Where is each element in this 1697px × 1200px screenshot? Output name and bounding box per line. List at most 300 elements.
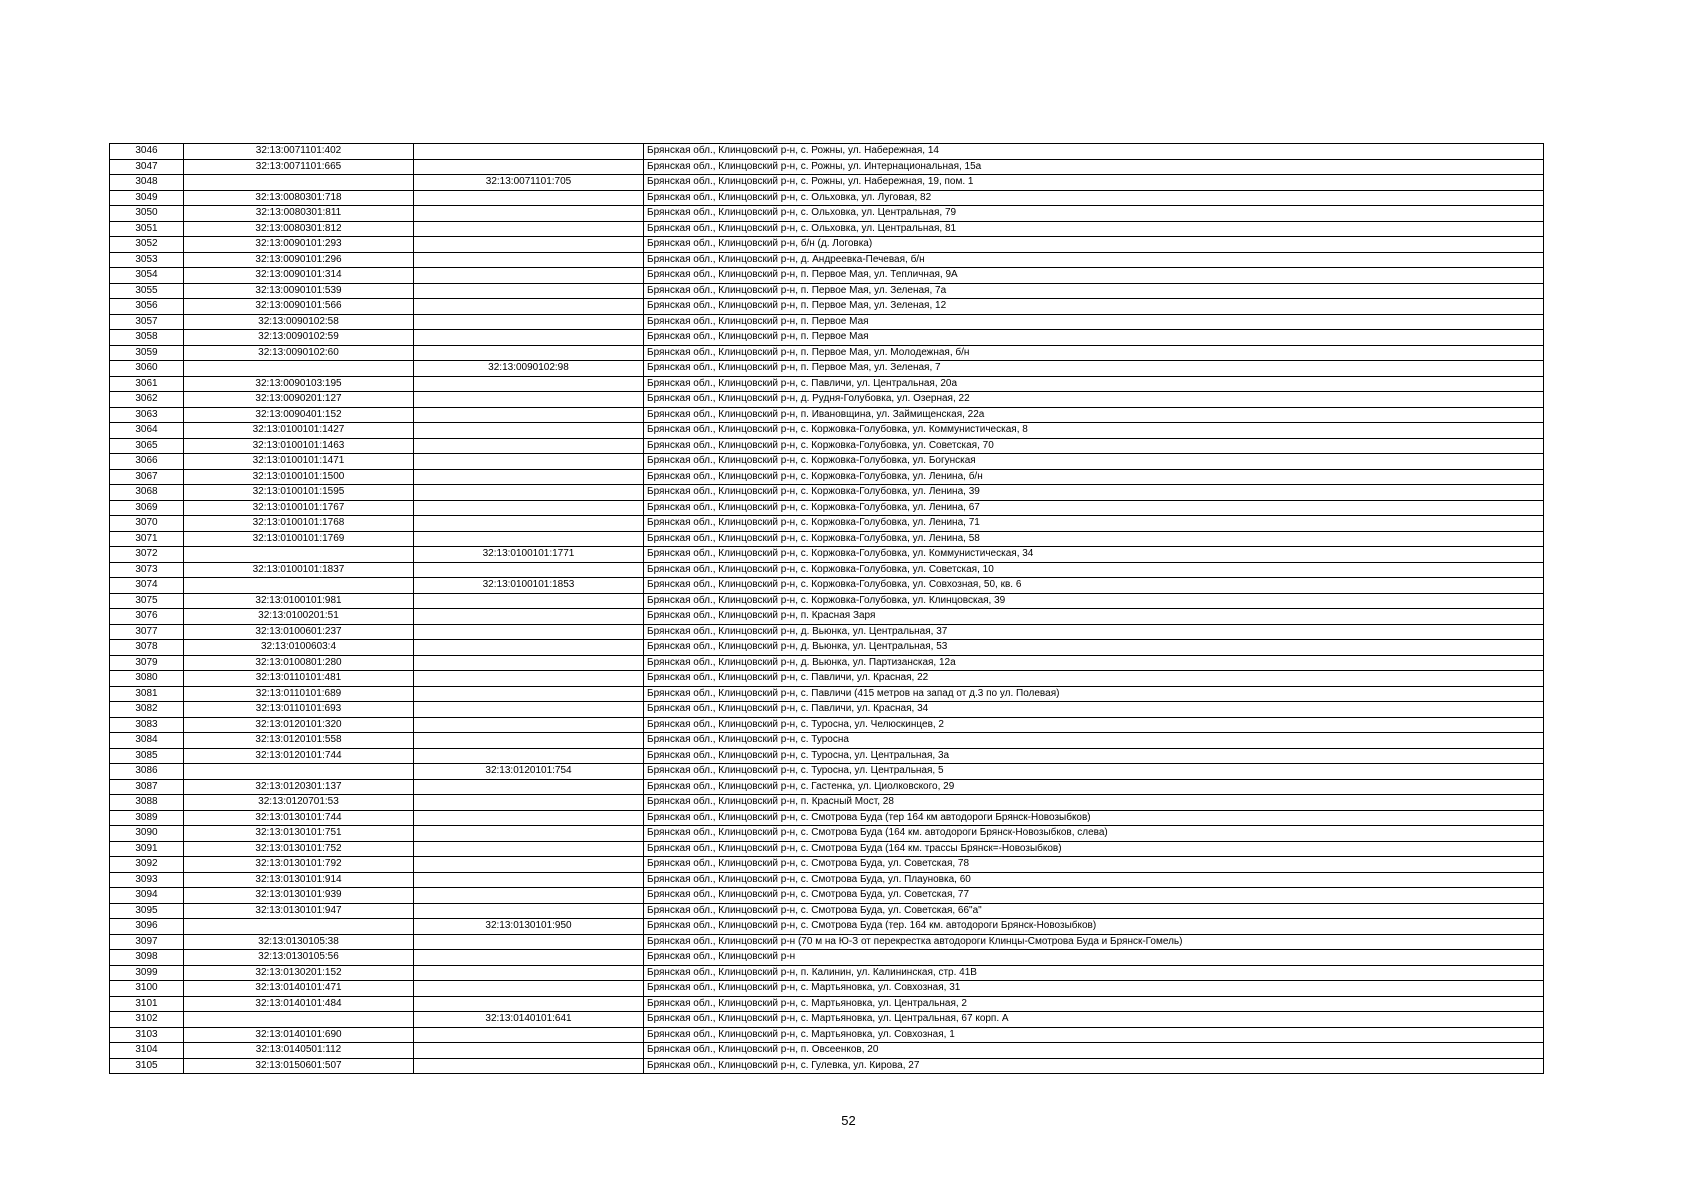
address-cell: Брянская обл., Клинцовский р-н, д. Вьюнка, ул. Центральная, 53 [644, 640, 1544, 656]
table-row [110, 841, 1544, 857]
row-number-cell: 3083 [110, 717, 184, 733]
table-row [110, 624, 1544, 640]
cadastral-number-cell: 32:13:0100101:1595 [184, 485, 414, 501]
cadastral-number-cell: 32:13:0100101:1471 [184, 454, 414, 470]
secondary-cadastral-number-cell [414, 934, 644, 950]
secondary-cadastral-number-cell [414, 485, 644, 501]
cadastral-number-cell: 32:13:0090101:293 [184, 237, 414, 253]
address-cell: Брянская обл., Клинцовский р-н [644, 950, 1544, 966]
table-row [110, 500, 1544, 516]
cadastral-number-cell [184, 547, 414, 563]
table-row [110, 578, 1544, 594]
table-row [110, 795, 1544, 811]
table-row [110, 640, 1544, 656]
address-cell: Брянская обл., Клинцовский р-н, с. Смотрова Буда (164 км. трассы Брянск=-Новозыбков) [644, 841, 1544, 857]
cadastral-number-cell: 32:13:0130105:38 [184, 934, 414, 950]
cadastral-number-cell: 32:13:0130101:752 [184, 841, 414, 857]
address-cell: Брянская обл., Клинцовский р-н, д. Вьюнка, ул. Центральная, 37 [644, 624, 1544, 640]
table-row [110, 717, 1544, 733]
row-number-cell: 3098 [110, 950, 184, 966]
cadastral-number-cell: 32:13:0140101:471 [184, 981, 414, 997]
address-cell: Брянская обл., Клинцовский р-н, д. Андреевка-Печевая, б/н [644, 252, 1544, 268]
secondary-cadastral-number-cell [414, 702, 644, 718]
cadastral-number-cell: 32:13:0090102:60 [184, 345, 414, 361]
table-row [110, 888, 1544, 904]
secondary-cadastral-number-cell [414, 159, 644, 175]
row-number-cell: 3079 [110, 655, 184, 671]
secondary-cadastral-number-cell [414, 733, 644, 749]
secondary-cadastral-number-cell [414, 624, 644, 640]
cadastral-number-cell: 32:13:0090101:314 [184, 268, 414, 284]
secondary-cadastral-number-cell [414, 423, 644, 439]
address-cell: Брянская обл., Клинцовский р-н, с. Смотрова Буда (тер. 164 км. автодороги Брянск-Новозыбков) [644, 919, 1544, 935]
row-number-cell: 3094 [110, 888, 184, 904]
table-row [110, 206, 1544, 222]
secondary-cadastral-number-cell [414, 438, 644, 454]
row-number-cell: 3075 [110, 593, 184, 609]
secondary-cadastral-number-cell [414, 314, 644, 330]
cadastral-number-cell [184, 361, 414, 377]
secondary-cadastral-number-cell [414, 841, 644, 857]
secondary-cadastral-number-cell [414, 221, 644, 237]
secondary-cadastral-number-cell [414, 376, 644, 392]
table-row [110, 175, 1544, 191]
secondary-cadastral-number-cell [414, 965, 644, 981]
address-cell: Брянская обл., Клинцовский р-н, с. Ольховка, ул. Центральная, 79 [644, 206, 1544, 222]
table-row [110, 252, 1544, 268]
address-cell: Брянская обл., Клинцовский р-н, с. Павличи, ул. Красная, 34 [644, 702, 1544, 718]
cadastral-number-cell: 32:13:0130101:947 [184, 903, 414, 919]
secondary-cadastral-number-cell [414, 686, 644, 702]
cadastral-number-cell: 32:13:0100201:51 [184, 609, 414, 625]
table-row [110, 376, 1544, 392]
cadastral-number-cell: 32:13:0100101:1768 [184, 516, 414, 532]
secondary-cadastral-number-cell [414, 283, 644, 299]
cadastral-number-cell: 32:13:0100801:280 [184, 655, 414, 671]
cadastral-number-cell: 32:13:0100101:1463 [184, 438, 414, 454]
cadastral-number-cell: 32:13:0110101:689 [184, 686, 414, 702]
table-row [110, 1043, 1544, 1059]
address-cell: Брянская обл., Клинцовский р-н, п. Первое Мая, ул. Зеленая, 7 [644, 361, 1544, 377]
address-cell: Брянская обл., Клинцовский р-н, д. Рудня-Голубовка, ул. Озерная, 22 [644, 392, 1544, 408]
secondary-cadastral-number-cell [414, 392, 644, 408]
row-number-cell: 3051 [110, 221, 184, 237]
cadastral-number-cell: 32:13:0110101:693 [184, 702, 414, 718]
address-cell: Брянская обл., Клинцовский р-н, с. Смотрова Буда, ул. Плауновка, 60 [644, 872, 1544, 888]
address-cell: Брянская обл., Клинцовский р-н, с. Рожны, ул. Интернациональная, 15а [644, 159, 1544, 175]
row-number-cell: 3076 [110, 609, 184, 625]
cadastral-number-cell: 32:13:0130101:914 [184, 872, 414, 888]
row-number-cell: 3093 [110, 872, 184, 888]
table-row [110, 609, 1544, 625]
row-number-cell: 3102 [110, 1012, 184, 1028]
row-number-cell: 3052 [110, 237, 184, 253]
row-number-cell: 3078 [110, 640, 184, 656]
secondary-cadastral-number-cell [414, 826, 644, 842]
secondary-cadastral-number-cell [414, 190, 644, 206]
address-cell: Брянская обл., Клинцовский р-н, с. Смотрова Буда, ул. Советская, 66"а" [644, 903, 1544, 919]
table-row [110, 903, 1544, 919]
table-row [110, 981, 1544, 997]
secondary-cadastral-number-cell [414, 795, 644, 811]
secondary-cadastral-number-cell [414, 206, 644, 222]
address-cell: Брянская обл., Клинцовский р-н, п. Первое Мая [644, 314, 1544, 330]
table-row [110, 1058, 1544, 1074]
secondary-cadastral-number-cell [414, 810, 644, 826]
secondary-cadastral-number-cell: 32:13:0120101:754 [414, 764, 644, 780]
address-cell: Брянская обл., Клинцовский р-н, с. Туросна, ул. Челюскинцев, 2 [644, 717, 1544, 733]
address-cell: Брянская обл., Клинцовский р-н, с. Мартьяновка, ул. Центральная, 67 корп. А [644, 1012, 1544, 1028]
secondary-cadastral-number-cell [414, 144, 644, 160]
cadastral-number-cell: 32:13:0100101:1767 [184, 500, 414, 516]
row-number-cell: 3046 [110, 144, 184, 160]
row-number-cell: 3055 [110, 283, 184, 299]
address-cell: Брянская обл., Клинцовский р-н, п. Первое Мая, ул. Зеленая, 12 [644, 299, 1544, 315]
row-number-cell: 3063 [110, 407, 184, 423]
address-cell: Брянская обл., Клинцовский р-н, с. Смотрова Буда (164 км. автодороги Брянск-Новозыбков, слева) [644, 826, 1544, 842]
cadastral-number-cell: 32:13:0130101:744 [184, 810, 414, 826]
cadastral-number-cell: 32:13:0130201:152 [184, 965, 414, 981]
address-cell: Брянская обл., Клинцовский р-н, п. Первое Мая, ул. Молодежная, б/н [644, 345, 1544, 361]
table-row [110, 686, 1544, 702]
secondary-cadastral-number-cell [414, 950, 644, 966]
row-number-cell: 3062 [110, 392, 184, 408]
address-cell: Брянская обл., Клинцовский р-н, с. Коржовка-Голубовка, ул. Совхозная, 50, кв. 6 [644, 578, 1544, 594]
secondary-cadastral-number-cell [414, 469, 644, 485]
table-row [110, 671, 1544, 687]
secondary-cadastral-number-cell [414, 593, 644, 609]
table-row [110, 190, 1544, 206]
secondary-cadastral-number-cell: 32:13:0100101:1853 [414, 578, 644, 594]
secondary-cadastral-number-cell [414, 268, 644, 284]
row-number-cell: 3069 [110, 500, 184, 516]
cadastral-number-cell [184, 1012, 414, 1028]
address-cell: Брянская обл., Клинцовский р-н, с. Рожны, ул. Набережная, 14 [644, 144, 1544, 160]
row-number-cell: 3067 [110, 469, 184, 485]
address-cell: Брянская обл., Клинцовский р-н, с. Коржовка-Голубовка, ул. Ленина, б/н [644, 469, 1544, 485]
row-number-cell: 3105 [110, 1058, 184, 1074]
table-row [110, 159, 1544, 175]
cadastral-number-cell: 32:13:0080301:812 [184, 221, 414, 237]
address-cell: Брянская обл., Клинцовский р-н, с. Коржовка-Голубовка, ул. Советская, 10 [644, 562, 1544, 578]
secondary-cadastral-number-cell [414, 407, 644, 423]
row-number-cell: 3100 [110, 981, 184, 997]
row-number-cell: 3065 [110, 438, 184, 454]
cadastral-number-cell: 32:13:0090103:195 [184, 376, 414, 392]
address-cell: Брянская обл., Клинцовский р-н, с. Мартьяновка, ул. Совхозная, 31 [644, 981, 1544, 997]
row-number-cell: 3073 [110, 562, 184, 578]
table-row [110, 454, 1544, 470]
secondary-cadastral-number-cell [414, 345, 644, 361]
row-number-cell: 3089 [110, 810, 184, 826]
table-row [110, 857, 1544, 873]
address-cell: Брянская обл., Клинцовский р-н, с. Гулевка, ул. Кирова, 27 [644, 1058, 1544, 1074]
cadastral-number-cell: 32:13:0120101:558 [184, 733, 414, 749]
table-row [110, 330, 1544, 346]
property-table-body [110, 144, 1544, 1074]
cadastral-number-cell [184, 175, 414, 191]
secondary-cadastral-number-cell [414, 981, 644, 997]
row-number-cell: 3050 [110, 206, 184, 222]
row-number-cell: 3048 [110, 175, 184, 191]
cadastral-number-cell: 32:13:0120701:53 [184, 795, 414, 811]
secondary-cadastral-number-cell [414, 500, 644, 516]
secondary-cadastral-number-cell [414, 640, 644, 656]
address-cell: Брянская обл., Клинцовский р-н (70 м на Ю-З от перекрестка автодороги Клинцы-Смотрова Буда и Брянск-Гомель) [644, 934, 1544, 950]
cadastral-number-cell [184, 919, 414, 935]
row-number-cell: 3092 [110, 857, 184, 873]
address-cell: Брянская обл., Клинцовский р-н, п. Красная Заря [644, 609, 1544, 625]
table-row [110, 423, 1544, 439]
cadastral-number-cell: 32:13:0130101:751 [184, 826, 414, 842]
secondary-cadastral-number-cell [414, 888, 644, 904]
cadastral-number-cell: 32:13:0130105:56 [184, 950, 414, 966]
table-row [110, 283, 1544, 299]
secondary-cadastral-number-cell [414, 454, 644, 470]
secondary-cadastral-number-cell [414, 299, 644, 315]
address-cell: Брянская обл., Клинцовский р-н, с. Рожны, ул. Набережная, 19, пом. 1 [644, 175, 1544, 191]
cadastral-number-cell: 32:13:0140101:484 [184, 996, 414, 1012]
row-number-cell: 3087 [110, 779, 184, 795]
table-row [110, 345, 1544, 361]
secondary-cadastral-number-cell [414, 903, 644, 919]
address-cell: Брянская обл., Клинцовский р-н, с. Смотрова Буда, ул. Советская, 77 [644, 888, 1544, 904]
secondary-cadastral-number-cell [414, 857, 644, 873]
secondary-cadastral-number-cell [414, 779, 644, 795]
cadastral-number-cell: 32:13:0100601:237 [184, 624, 414, 640]
row-number-cell: 3099 [110, 965, 184, 981]
address-cell: Брянская обл., Клинцовский р-н, с. Коржовка-Голубовка, ул. Ленина, 58 [644, 531, 1544, 547]
cadastral-number-cell: 32:13:0140101:690 [184, 1027, 414, 1043]
address-cell: Брянская обл., Клинцовский р-н, с. Туросна, ул. Центральная, 5 [644, 764, 1544, 780]
row-number-cell: 3081 [110, 686, 184, 702]
table-row [110, 996, 1544, 1012]
address-cell: Брянская обл., Клинцовский р-н, с. Ольховка, ул. Центральная, 81 [644, 221, 1544, 237]
address-cell: Брянская обл., Клинцовский р-н, п. Первое Мая, ул. Тепличная, 9А [644, 268, 1544, 284]
secondary-cadastral-number-cell [414, 237, 644, 253]
table-row [110, 221, 1544, 237]
address-cell: Брянская обл., Клинцовский р-н, с. Туросна [644, 733, 1544, 749]
table-row [110, 469, 1544, 485]
cadastral-number-cell: 32:13:0080301:718 [184, 190, 414, 206]
row-number-cell: 3091 [110, 841, 184, 857]
row-number-cell: 3097 [110, 934, 184, 950]
row-number-cell: 3059 [110, 345, 184, 361]
secondary-cadastral-number-cell [414, 717, 644, 733]
cadastral-number-cell: 32:13:0140501:112 [184, 1043, 414, 1059]
address-cell: Брянская обл., Клинцовский р-н, с. Коржовка-Голубовка, ул. Коммунистическая, 34 [644, 547, 1544, 563]
secondary-cadastral-number-cell [414, 1058, 644, 1074]
row-number-cell: 3085 [110, 748, 184, 764]
table-row [110, 934, 1544, 950]
table-row [110, 392, 1544, 408]
secondary-cadastral-number-cell [414, 1027, 644, 1043]
table-row [110, 1012, 1544, 1028]
cadastral-number-cell: 32:13:0100603:4 [184, 640, 414, 656]
cadastral-number-cell: 32:13:0090201:127 [184, 392, 414, 408]
table-row [110, 237, 1544, 253]
address-cell: Брянская обл., Клинцовский р-н, д. Вьюнка, ул. Партизанская, 12а [644, 655, 1544, 671]
secondary-cadastral-number-cell [414, 330, 644, 346]
cadastral-number-cell: 32:13:0100101:1500 [184, 469, 414, 485]
cadastral-number-cell: 32:13:0071101:402 [184, 144, 414, 160]
address-cell: Брянская обл., Клинцовский р-н, с. Коржовка-Голубовка, ул. Богунская [644, 454, 1544, 470]
row-number-cell: 3090 [110, 826, 184, 842]
row-number-cell: 3060 [110, 361, 184, 377]
table-row [110, 733, 1544, 749]
table-row [110, 531, 1544, 547]
cadastral-number-cell: 32:13:0090101:296 [184, 252, 414, 268]
row-number-cell: 3095 [110, 903, 184, 919]
table-row [110, 562, 1544, 578]
cadastral-number-cell: 32:13:0080301:811 [184, 206, 414, 222]
secondary-cadastral-number-cell [414, 252, 644, 268]
row-number-cell: 3096 [110, 919, 184, 935]
address-cell: Брянская обл., Клинцовский р-н, с. Туросна, ул. Центральная, 3а [644, 748, 1544, 764]
address-cell: Брянская обл., Клинцовский р-н, п. Калинин, ул. Калининская, стр. 41В [644, 965, 1544, 981]
row-number-cell: 3088 [110, 795, 184, 811]
address-cell: Брянская обл., Клинцовский р-н, с. Павличи, ул. Центральная, 20а [644, 376, 1544, 392]
cadastral-number-cell: 32:13:0110101:481 [184, 671, 414, 687]
cadastral-number-cell: 32:13:0090401:152 [184, 407, 414, 423]
row-number-cell: 3101 [110, 996, 184, 1012]
cadastral-number-cell: 32:13:0090102:59 [184, 330, 414, 346]
cadastral-number-cell: 32:13:0120101:320 [184, 717, 414, 733]
row-number-cell: 3068 [110, 485, 184, 501]
row-number-cell: 3084 [110, 733, 184, 749]
table-row [110, 314, 1544, 330]
secondary-cadastral-number-cell [414, 531, 644, 547]
address-cell: Брянская обл., Клинцовский р-н, с. Мартьяновка, ул. Центральная, 2 [644, 996, 1544, 1012]
table-row [110, 144, 1544, 160]
secondary-cadastral-number-cell: 32:13:0090102:98 [414, 361, 644, 377]
cadastral-number-cell: 32:13:0071101:665 [184, 159, 414, 175]
table-row [110, 748, 1544, 764]
table-row [110, 810, 1544, 826]
row-number-cell: 3058 [110, 330, 184, 346]
row-number-cell: 3053 [110, 252, 184, 268]
address-cell: Брянская обл., Клинцовский р-н, с. Павличи, ул. Красная, 22 [644, 671, 1544, 687]
row-number-cell: 3077 [110, 624, 184, 640]
property-table [109, 143, 1544, 1074]
table-row [110, 299, 1544, 315]
row-number-cell: 3061 [110, 376, 184, 392]
address-cell: Брянская обл., Клинцовский р-н, п. Первое Мая [644, 330, 1544, 346]
table-row [110, 485, 1544, 501]
table-row [110, 547, 1544, 563]
address-cell: Брянская обл., Клинцовский р-н, с. Мартьяновка, ул. Совхозная, 1 [644, 1027, 1544, 1043]
address-cell: Брянская обл., Клинцовский р-н, с. Смотрова Буда (тер 164 км автодороги Брянск-Новозыбков) [644, 810, 1544, 826]
row-number-cell: 3054 [110, 268, 184, 284]
table-row [110, 919, 1544, 935]
secondary-cadastral-number-cell [414, 655, 644, 671]
table-row [110, 826, 1544, 842]
table-row [110, 950, 1544, 966]
table-row [110, 655, 1544, 671]
secondary-cadastral-number-cell [414, 609, 644, 625]
address-cell: Брянская обл., Клинцовский р-н, с. Коржовка-Голубовка, ул. Коммунистическая, 8 [644, 423, 1544, 439]
cadastral-number-cell [184, 578, 414, 594]
row-number-cell: 3049 [110, 190, 184, 206]
table-row [110, 516, 1544, 532]
secondary-cadastral-number-cell [414, 748, 644, 764]
table-row [110, 965, 1544, 981]
secondary-cadastral-number-cell [414, 996, 644, 1012]
address-cell: Брянская обл., Клинцовский р-н, с. Коржовка-Голубовка, ул. Ленина, 71 [644, 516, 1544, 532]
row-number-cell: 3103 [110, 1027, 184, 1043]
table-row [110, 872, 1544, 888]
row-number-cell: 3047 [110, 159, 184, 175]
table-row [110, 361, 1544, 377]
address-cell: Брянская обл., Клинцовский р-н, с. Коржовка-Голубовка, ул. Ленина, 39 [644, 485, 1544, 501]
cadastral-number-cell: 32:13:0130101:792 [184, 857, 414, 873]
cadastral-number-cell: 32:13:0100101:1837 [184, 562, 414, 578]
cadastral-number-cell: 32:13:0100101:1769 [184, 531, 414, 547]
cadastral-number-cell [184, 764, 414, 780]
cadastral-number-cell: 32:13:0120101:744 [184, 748, 414, 764]
cadastral-number-cell: 32:13:0090101:566 [184, 299, 414, 315]
secondary-cadastral-number-cell [414, 872, 644, 888]
row-number-cell: 3072 [110, 547, 184, 563]
secondary-cadastral-number-cell: 32:13:0130101:950 [414, 919, 644, 935]
address-cell: Брянская обл., Клинцовский р-н, с. Коржовка-Голубовка, ул. Советская, 70 [644, 438, 1544, 454]
row-number-cell: 3080 [110, 671, 184, 687]
row-number-cell: 3064 [110, 423, 184, 439]
secondary-cadastral-number-cell [414, 671, 644, 687]
address-cell: Брянская обл., Клинцовский р-н, п. Овсеенков, 20 [644, 1043, 1544, 1059]
table-row [110, 702, 1544, 718]
row-number-cell: 3056 [110, 299, 184, 315]
cadastral-number-cell: 32:13:0120301:137 [184, 779, 414, 795]
row-number-cell: 3071 [110, 531, 184, 547]
row-number-cell: 3074 [110, 578, 184, 594]
secondary-cadastral-number-cell: 32:13:0140101:641 [414, 1012, 644, 1028]
secondary-cadastral-number-cell [414, 1043, 644, 1059]
table-row [110, 438, 1544, 454]
address-cell: Брянская обл., Клинцовский р-н, с. Ольховка, ул. Луговая, 82 [644, 190, 1544, 206]
row-number-cell: 3070 [110, 516, 184, 532]
address-cell: Брянская обл., Клинцовский р-н, п. Ивановщина, ул. Займищенская, 22а [644, 407, 1544, 423]
table-row [110, 764, 1544, 780]
row-number-cell: 3104 [110, 1043, 184, 1059]
secondary-cadastral-number-cell [414, 562, 644, 578]
cadastral-number-cell: 32:13:0090102:58 [184, 314, 414, 330]
address-cell: Брянская обл., Клинцовский р-н, с. Гастенка, ул. Циолковского, 29 [644, 779, 1544, 795]
secondary-cadastral-number-cell: 32:13:0071101:705 [414, 175, 644, 191]
row-number-cell: 3066 [110, 454, 184, 470]
table-row [110, 593, 1544, 609]
address-cell: Брянская обл., Клинцовский р-н, с. Павличи (415 метров на запад от д.3 по ул. Полевая) [644, 686, 1544, 702]
table-row [110, 268, 1544, 284]
cadastral-number-cell: 32:13:0130101:939 [184, 888, 414, 904]
cadastral-number-cell: 32:13:0150601:507 [184, 1058, 414, 1074]
table-row [110, 407, 1544, 423]
row-number-cell: 3057 [110, 314, 184, 330]
cadastral-number-cell: 32:13:0090101:539 [184, 283, 414, 299]
address-cell: Брянская обл., Клинцовский р-н, с. Смотрова Буда, ул. Советская, 78 [644, 857, 1544, 873]
cadastral-number-cell: 32:13:0100101:1427 [184, 423, 414, 439]
page-number: 52 [841, 1113, 856, 1128]
address-cell: Брянская обл., Клинцовский р-н, б/н (д. Логовка) [644, 237, 1544, 253]
row-number-cell: 3082 [110, 702, 184, 718]
address-cell: Брянская обл., Клинцовский р-н, с. Коржовка-Голубовка, ул. Ленина, 67 [644, 500, 1544, 516]
table-row [110, 1027, 1544, 1043]
row-number-cell: 3086 [110, 764, 184, 780]
table-row [110, 779, 1544, 795]
cadastral-number-cell: 32:13:0100101:981 [184, 593, 414, 609]
address-cell: Брянская обл., Клинцовский р-н, с. Коржовка-Голубовка, ул. Клинцовская, 39 [644, 593, 1544, 609]
address-cell: Брянская обл., Клинцовский р-н, п. Красный Мост, 28 [644, 795, 1544, 811]
